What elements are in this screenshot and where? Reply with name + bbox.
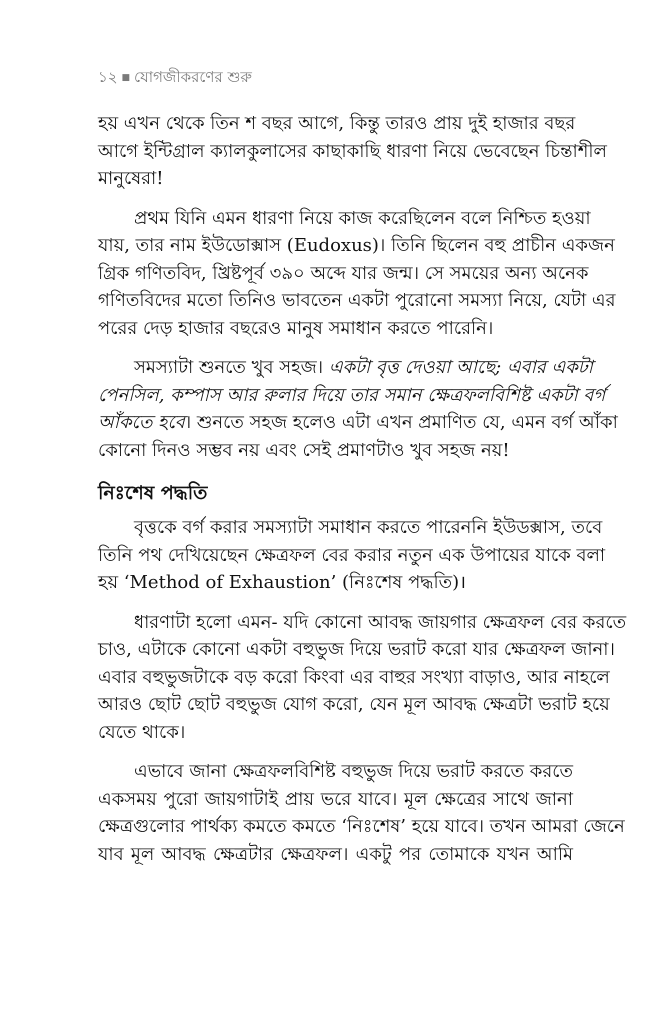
paragraph <box>98 514 606 597</box>
paragraph <box>98 758 625 868</box>
text-segment: তিনি পথ দেখিয়েছেন ক্ষেত্রফল বের করার নতুন এক উপায়ের যাকে বলা <box>98 544 606 566</box>
text-line <box>98 691 610 719</box>
text-segment: কোনো দিনও সম্ভব নয় এবং সেই প্রমাণটাও খুব সহজ নয়! <box>98 439 510 461</box>
text-segment: যাব মূল আবদ্ধ ক্ষেত্রটার ক্ষেত্রফল। একটু পর তোমাকে যখন আমি <box>98 843 573 865</box>
text-line <box>98 287 616 315</box>
paragraph <box>98 609 627 747</box>
text-segment: । শুনতে সহজ হলেও এটা এখন প্রমাণিত যে, এমন বর্গ আঁকা <box>184 412 618 433</box>
text-line <box>98 636 615 664</box>
text-segment: ধারণাটা হলো এমন- যদি কোনো আবদ্ধ জায়গার ক্ষেত্রফল বের করতে <box>134 611 627 633</box>
running-header <box>98 66 252 91</box>
text-segment: ক্ষেত্রগুলোর পার্থক্য কমতে কমতে ‘নিঃশেষ’ হয়ে যাবে। তখন আমরা জেনে <box>98 816 625 837</box>
text-segment: এবার বহুভুজটাকে বড় করো কিংবা এর বাহুর সংখ্যা বাড়াও, আর নাহলে <box>98 666 610 688</box>
text-line <box>98 664 610 692</box>
text-segment: একসময় পুরো জায়গাটাই প্রায় ভরে যাবে। মূল ক্ষেত্রের সাথে জানা <box>98 788 573 810</box>
text-line <box>98 813 625 841</box>
text-segment: চাও, এটাকে কোনো একটা বহুভুজ দিয়ে ভরাট করো যার ক্ষেত্রফল জানা। <box>98 639 615 660</box>
italic-text: পেনসিল, কম্পাস আর রুলার দিয়ে তার সমান ক্ষেত্রফলবিশিষ্ট একটা বর্গ <box>98 384 606 406</box>
chapter-title: যোগজীকরণের শুরু <box>134 68 252 86</box>
text-segment: এভাবে জানা ক্ষেত্রফলবিশিষ্ট বহুভুজ দিয়ে ভরাট করতে করতে <box>134 761 573 782</box>
text-segment: হয় এখন থেকে তিন শ বছর আগে, কিন্তু তারও প্রায় দুই হাজার বছর <box>98 113 576 134</box>
text-line <box>98 542 606 570</box>
italic-text: আঁকতে হবে <box>98 412 185 433</box>
text-segment: প্রথম যিনি এমন ধারণা নিয়ে কাজ করেছিলেন বলে নিশ্চিত হওয়া <box>134 207 591 229</box>
text-line <box>98 409 618 437</box>
paragraph <box>98 354 618 464</box>
text-segment: যেতে থাকে। <box>98 721 186 743</box>
text-line <box>98 110 576 138</box>
text-segment: বৃত্তকে বর্গ করার সমস্যাটা সমাধান করতে পারেননি ইউডক্সাস, তবে <box>134 517 603 538</box>
text-line <box>98 232 615 260</box>
text-line <box>98 205 591 233</box>
text-line <box>98 315 573 343</box>
text-segment: আগে ইন্টিগ্রাল ক্যালকুলাসের কাছাকাছি ধারণা নিয়ে ভেবেছেন চিন্তাশীল <box>98 140 607 162</box>
text-segment: পরের দেড় হাজার বছরেও মানুষ সমাধান করতে পারেনি। <box>98 317 494 339</box>
square-bullet-icon: ■ <box>121 73 131 83</box>
page-body <box>98 110 627 880</box>
paragraph <box>98 205 616 343</box>
text-line <box>98 260 589 288</box>
text-line <box>98 138 607 166</box>
text-line <box>98 165 573 193</box>
text-line <box>98 609 627 637</box>
text-line <box>98 569 573 597</box>
text-segment: যায়, তার নাম ইউডোক্সাস (Eudoxus)। তিনি ছিলেন বহু প্রাচীন একজন <box>98 235 615 256</box>
text-line <box>98 841 573 869</box>
text-line <box>98 437 573 465</box>
section-heading: নিঃশেষ পদ্ধতি <box>98 482 208 504</box>
text-segment: সমস্যাটা শুনতে খুব সহজ। <box>134 357 329 378</box>
text-line <box>98 758 573 786</box>
paragraph <box>98 110 607 193</box>
text-line <box>98 786 573 814</box>
text-segment: গ্রিক গণিতবিদ, খ্রিষ্টপূর্ব ৩৯০ অব্দে যার জন্ম। সে সময়ের অন্য অনেক <box>98 262 589 284</box>
text-line <box>98 382 606 410</box>
text-segment: গণিতবিদের মতো তিনিও ভাবতেন একটা পুরোনো সমস্যা নিয়ে, যেটা এর <box>98 290 616 311</box>
text-line <box>98 514 603 542</box>
page-number: ১২ <box>98 68 118 86</box>
text-line <box>98 719 573 747</box>
italic-text: একটা বৃত্ত দেওয়া আছে; এবার একটা <box>328 357 593 378</box>
text-segment: আরও ছোট ছোট বহুভুজ যোগ করো, যেন মূল আবদ্ধ ক্ষেত্রটা ভরাট হয়ে <box>98 694 610 715</box>
text-segment: মানুষেরা! <box>98 168 164 189</box>
text-line <box>98 354 593 382</box>
text-segment: হয় ‘Method of Exhaustion’ (নিঃশেষ পদ্ধতি)। <box>98 572 466 593</box>
